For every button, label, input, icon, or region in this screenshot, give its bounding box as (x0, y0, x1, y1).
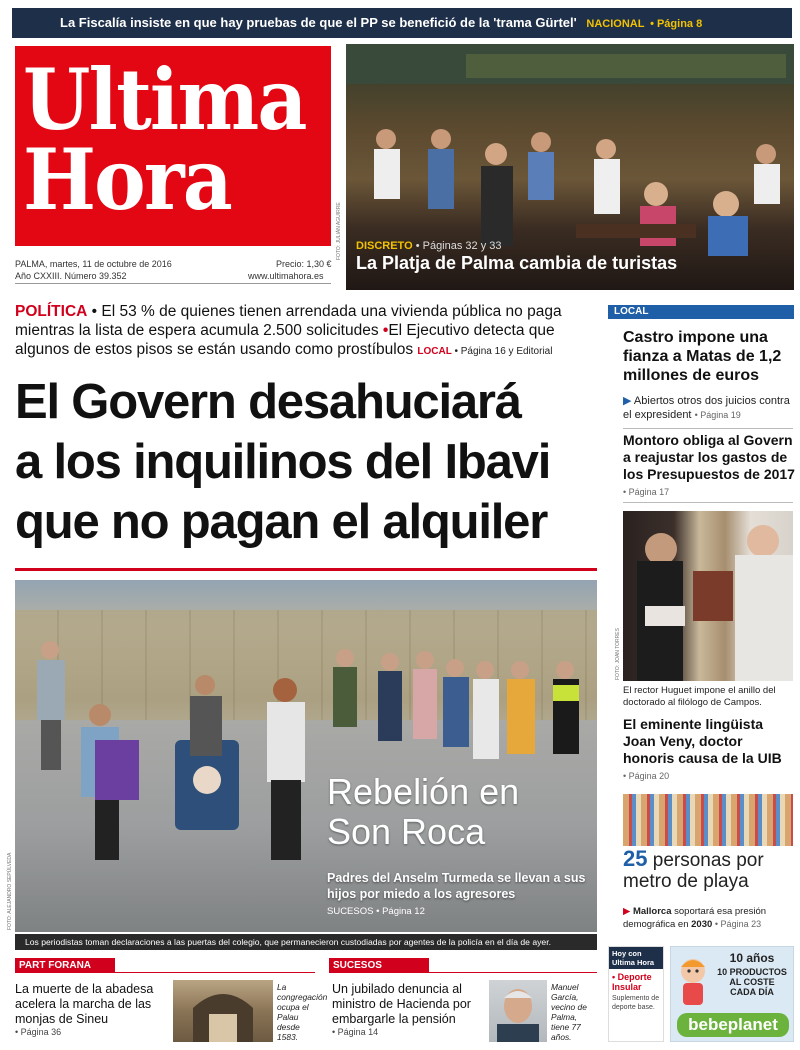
story2-headline[interactable]: Montoro obliga al Govern a reajustar los gastos de los Presupuestos de 2017 (623, 432, 795, 482)
portrait-illustration (489, 980, 547, 1042)
headline-line3: que no pagan el alquiler (15, 495, 548, 549)
main-photo-subtitle: Padres del Anselm Turmeda se llevan a sus hijos por miedo a los agresores (327, 871, 586, 901)
beach-number: 25 (623, 846, 648, 871)
promo2-line3: CADA DÍA (730, 987, 774, 997)
promo-deporte-insular[interactable] (608, 946, 664, 1042)
part-forana-line (15, 972, 315, 973)
masthead-date: PALMA, martes, 11 de octubre de 2016 (15, 259, 172, 269)
top-banner-headline: La Fiscalía insiste en que hay pruebas de que el PP se benefició de la 'trama Gürtel' (60, 15, 577, 30)
main-photo-caption: Los periodistas toman declaraciones a las puertas del colegio, que permanecieron custodiadas por agentes de la policía en el día de ayer. (15, 934, 597, 950)
logo-line1: Ultima (23, 50, 306, 149)
sucesos-page: • Página 14 (332, 1027, 379, 1037)
lead-section: LOCAL (417, 346, 452, 357)
story3-page: • Página 20 (623, 771, 670, 781)
baby-icon (677, 955, 709, 1007)
rector-photo-credit: FOTO: JOAN TORRES (615, 628, 621, 680)
main-photo-page: • Página 12 (376, 906, 425, 917)
top-story-pages: • Páginas 32 y 33 (415, 240, 502, 252)
story1-summary: ▶ Abiertos otros dos juicios contra el expresident • Página 19 (623, 395, 790, 421)
main-photo[interactable] (15, 580, 597, 932)
top-story-kicker: DISCRETO (356, 240, 413, 252)
story1-text: Abiertos otros dos juicios contra el expresident (623, 395, 790, 421)
top-story-title[interactable]: La Platja de Palma cambia de turistas (356, 253, 678, 273)
beach-sub2: soportará esa presión demográfica en (623, 906, 767, 930)
lead-text-2: El Ejecutivo detecta que algunos de estos pisos se están usando como prostíbulos (15, 322, 555, 358)
lead-text-1: • El 53 % de quienes tienen arrendada una vivienda pública no paga mientras la lista de espera acumula 2.500 solicitudes (15, 303, 562, 339)
main-photo-title-line1: Rebelión en (327, 771, 520, 812)
beach-photo[interactable] (623, 794, 793, 846)
rc-divider-2 (623, 502, 793, 503)
masthead-logo[interactable] (15, 46, 331, 246)
lead-keyword: POLÍTICA (15, 303, 88, 320)
main-photo-title-line2: Son Roca (327, 811, 486, 852)
top-banner-page: • Página 8 (650, 18, 703, 30)
beach-sub1: Mallorca (632, 906, 672, 917)
story1-page: • Página 19 (694, 410, 741, 420)
lead-summary: POLÍTICA • El 53 % de quienes tienen arrendada una vivienda pública no paga mientras la lista de espera acumula 2.500 solicitudes •El Ejecutivo detecta que algunos de estos pisos se están usando como prostíbulos LOCAL • Página 16 y Editorial (15, 303, 562, 358)
part-forana-photo-caption: La congregación ocupa el Palau desde 1583. (277, 982, 328, 1042)
masthead-divider (15, 283, 331, 284)
lead-page: • Página 16 y Editorial (454, 346, 553, 357)
headline-line2: a los inquilinos del Ibavi (15, 435, 551, 489)
rector-photo[interactable] (623, 511, 793, 681)
promo-bebeplanet[interactable] (670, 946, 794, 1042)
promo2-lines (711, 967, 793, 997)
part-forana-photo[interactable] (173, 980, 273, 1042)
top-photo-credit: FOTO: JULIÁN AGUIRRE (336, 202, 342, 260)
sucesos-text[interactable]: Un jubilado denuncia al ministro de Hacienda por embargarle la pensión (332, 982, 471, 1026)
arch-illustration (173, 980, 273, 1042)
local-tab[interactable]: LOCAL (608, 305, 794, 319)
masthead-website[interactable]: www.ultimahora.es (248, 271, 324, 281)
sucesos-photo-caption: Manuel García, vecino de Palma, tiene 77 años. (551, 982, 587, 1042)
promo1-text: Suplemento de deporte base. (612, 995, 660, 1011)
part-forana-text[interactable]: La muerte de la abadesa acelera la marcha de las monjas de Sineu (15, 982, 154, 1026)
promo1-title: • Deporte Insular (612, 972, 652, 992)
rc-divider-1 (623, 428, 793, 429)
promo2-line1: 10 PRODUCTOS (717, 967, 787, 977)
logo-line2: Hora (23, 130, 231, 229)
main-photo-credit: FOTO: ALEJANDRO SEPÚLVEDA (7, 852, 13, 930)
promo2-years: 10 años (729, 951, 775, 965)
beach-page: • Página 23 (714, 919, 762, 929)
part-forana-tab[interactable]: PART FORANA (15, 958, 115, 973)
sucesos-line (329, 972, 597, 973)
main-photo-title[interactable] (327, 772, 519, 852)
top-story-photo[interactable] (346, 44, 794, 290)
promo2-brand: bebeplanet (677, 1013, 789, 1037)
beach-text: personas por metro de playa (623, 850, 764, 892)
masthead-edition: Año CXXIII. Número 39.352 (15, 271, 127, 281)
story3-headline[interactable]: El eminente lingüista Joan Veny, doctor honoris causa de la UIB (623, 716, 782, 766)
ceremony-illustration (623, 511, 793, 681)
top-banner[interactable] (12, 8, 792, 38)
story1-headline[interactable]: Castro impone una fianza a Matas de 1,2 millones de euros (623, 329, 782, 384)
beach-headline[interactable] (623, 848, 800, 892)
promo2-line2: AL COSTE (729, 977, 775, 987)
main-photo-section: SUCESOS (327, 906, 374, 917)
sucesos-tab[interactable]: SUCESOS (329, 958, 429, 973)
sucesos-photo[interactable] (489, 980, 547, 1042)
top-banner-section: NACIONAL (586, 18, 645, 30)
headline-rule (15, 568, 597, 571)
top-story-caption (356, 240, 776, 284)
beach-year: 2030 (691, 919, 713, 930)
promo1-header: Hoy con Ultima Hora (609, 947, 663, 969)
masthead-price: Precio: 1,30 € (276, 259, 332, 269)
beach-summary: ▶ Mallorca soportará esa presión demográfica en 2030 • Página 23 (623, 906, 767, 930)
part-forana-page: • Página 36 (15, 1027, 62, 1037)
main-headline[interactable] (15, 372, 600, 552)
headline-line1: El Govern desahuciará (15, 375, 521, 429)
rector-caption: El rector Huguet impone el anillo del doctorado al filólogo de Campos. (623, 685, 776, 708)
story2-page: • Página 17 (623, 487, 670, 497)
